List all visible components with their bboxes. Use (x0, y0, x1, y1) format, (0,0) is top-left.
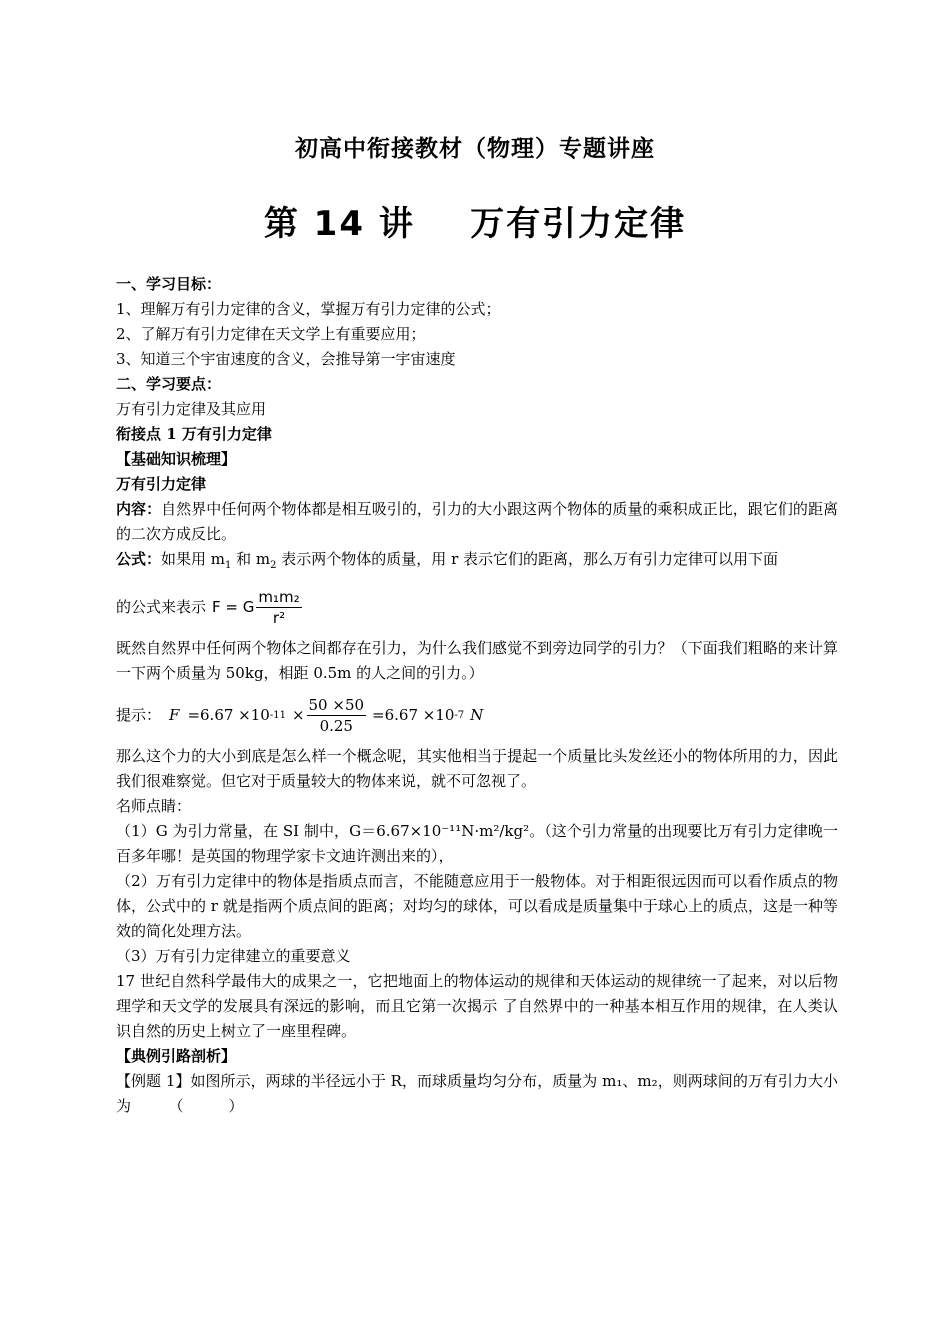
note-1: （1）G 为引力常量，在 SI 制中，G＝6.67×10⁻¹¹N·m²/kg²。（这个引力常量的出现要比万有引力定律晚一百多年哪！是英国的物理学家卡文迪许测出来的）， (116, 822, 838, 865)
example-1-text: 如图所示，两球的半径远小于 R，而球质量均匀分布，质量为 m₁、m₂，则两球间的万有引力大小为 （ ） (116, 1072, 838, 1115)
law-subtitle: 万有引力定律 (116, 475, 207, 493)
subscript-1: 1 (225, 560, 232, 571)
hint-eq1: =6.67 ×10 (187, 705, 270, 724)
gravitation-formula-row (116, 578, 838, 636)
formula-fraction (256, 587, 301, 628)
note-2: （2）万有引力定律中的物体是指质点而言，不能随意应用于一般物体。对于相距很远因而可以看作质点的物体，公式中的 r 就是指两个质点间的距离；对均匀的球体，可以看成是质量集中于球心上的质点，这是一种等效的简化处理方法。 (116, 872, 838, 940)
law-content-paragraph (116, 497, 838, 547)
formula-text-c: 表示两个物体的质量，用 r 表示它们的距离，那么万有引力定律可以用下面 (276, 550, 779, 568)
significance-paragraph: 17 世纪自然科学最伟大的成果之一，它把地面上的物体运动的规律和天体运动的规律统一了起来，对以后物理学和天文学的发展具有深远的影响，而且它第一次揭示 了自然界中的一种基本相互作用的规律，在人类认识自然的历史上树立了一座里程碑。 (116, 972, 838, 1040)
explanation-paragraph: 那么这个力的大小到底是怎么样一个概念呢，其实他相当于提起一个质量比头发丝还小的物体所用的力，因此我们很难察觉。但它对于质量较大的物体来说，就不可忽视了。 (116, 747, 838, 790)
key-point: 万有引力定律及其应用 (116, 400, 267, 418)
question-paragraph: 既然自然界中任何两个物体之间都存在引力，为什么我们感觉不到旁边同学的引力？（下面我们粗略的来计算一下两个质量为 50kg，相距 0.5m 的人之间的引力。） (116, 639, 838, 682)
hint-force-symbol: F (169, 705, 180, 724)
goal-item-3: 3、知道三个宇宙速度的含义，会推导第一宇宙速度 (116, 350, 456, 368)
hint-exp2: -7 (454, 709, 465, 721)
section-heading-goals: 一、学习目标： (116, 275, 222, 293)
hint-formula-row (116, 686, 838, 744)
hint-times: × (291, 705, 305, 724)
document-body (116, 272, 838, 1119)
content-label: 内容： (116, 500, 162, 518)
hint-denominator: 0.25 (319, 716, 353, 735)
formula-intro-line (116, 547, 838, 578)
formula-numerator: m₁m₂ (258, 587, 300, 606)
formula-text-d: 的公式来表示 (116, 597, 207, 616)
example-1-label: 【例题 1】 (116, 1072, 191, 1090)
example-heading: 【典例引路剖析】 (116, 1047, 237, 1065)
subscript-2: 2 (270, 560, 277, 571)
formula-denominator: r² (272, 608, 286, 627)
link-point-heading: 衔接点 1 万有引力定律 (116, 425, 272, 443)
teacher-notes-heading: 名师点睛： (116, 797, 192, 815)
lecture-title: 第 14 讲 万有引力定律 (263, 204, 687, 244)
hint-label: 提示： (116, 705, 162, 724)
hint-unit: N (470, 705, 484, 724)
hint-numerator: 50 ×50 (308, 695, 365, 714)
formula-label: 公式： (116, 550, 162, 568)
section-heading-points: 二、学习要点： (116, 375, 222, 393)
series-header: 初高中衔接教材（物理）专题讲座 (295, 136, 655, 162)
hint-fraction (307, 695, 367, 736)
formula-text-b: 和 m (231, 550, 271, 568)
content-text: 自然界中任何两个物体都是相互吸引的，引力的大小跟这两个物体的质量的乘积成正比，跟它们的距离的二次方成反比。 (116, 500, 838, 543)
formula-text-a: 如果用 m (161, 550, 226, 568)
goal-item-1: 1、理解万有引力定律的含义，掌握万有引力定律的公式； (116, 300, 501, 318)
hint-exp1: -11 (269, 709, 286, 721)
goal-item-2: 2、了解万有引力定律在天文学上有重要应用； (116, 325, 426, 343)
basic-knowledge-heading: 【基础知识梳理】 (116, 450, 237, 468)
example-1 (116, 1069, 838, 1119)
note-3: （3）万有引力定律建立的重要意义 (116, 947, 351, 965)
hint-eq2: =6.67 ×10 (372, 705, 455, 724)
formula-lhs: F = G (212, 597, 255, 616)
